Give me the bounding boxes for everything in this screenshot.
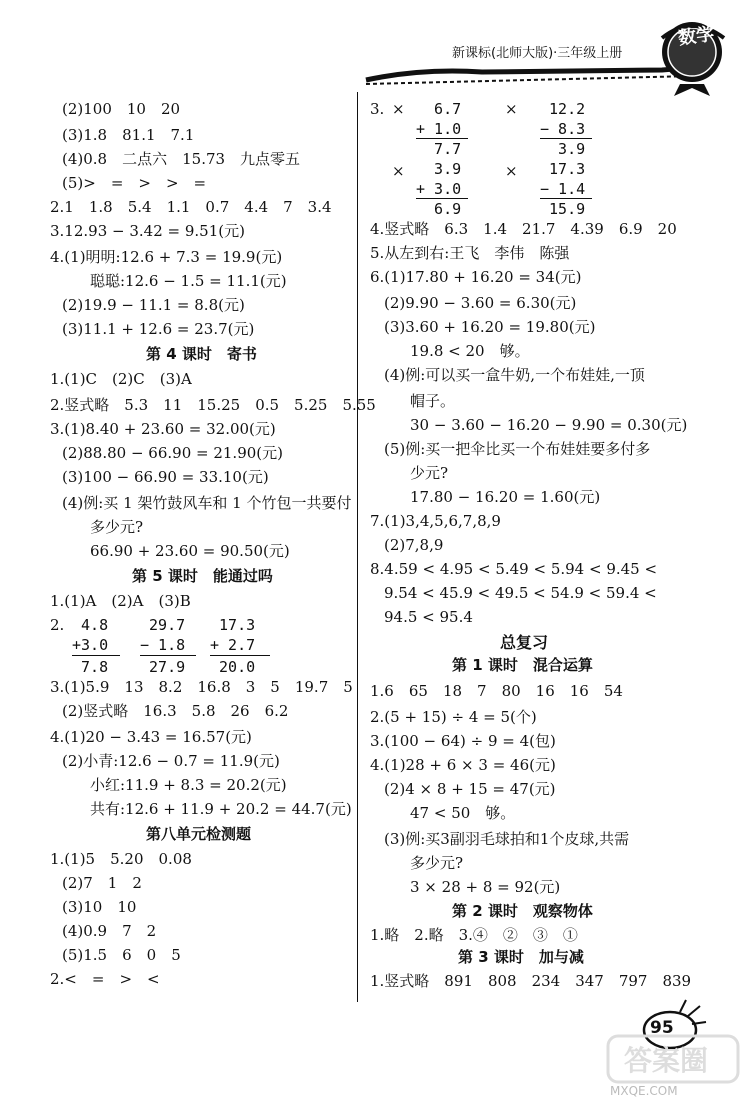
sum-rule: [210, 655, 270, 656]
answer-line: (2)4 × 8 + 15 = 47(元): [384, 780, 556, 798]
vertical-sum-line: 29.7: [140, 616, 186, 634]
vertical-sum-line: + 3.0: [416, 180, 462, 198]
answer-line: 66.90 + 23.60 = 90.50(元): [90, 542, 290, 560]
answer-line: 4.(1)20 − 3.43 = 16.57(元): [50, 728, 252, 746]
answer-line: 19.8 < 20 够。: [410, 342, 530, 360]
subject-badge: 数学: [676, 23, 716, 50]
answer-line: 1.(1)C (2)C (3)A: [50, 370, 192, 388]
answer-line: 小红:11.9 + 8.3 = 20.2(元): [90, 776, 287, 794]
sum-rule: [416, 198, 468, 199]
answer-line: 2.(5 + 15) ÷ 4 = 5(个): [370, 708, 537, 726]
answer-line: (2)19.9 − 11.1 = 8.8(元): [62, 296, 245, 314]
answer-line: 少元?: [410, 464, 449, 482]
answer-line: 3.(1)8.40 + 23.60 = 32.00(元): [50, 420, 276, 438]
answer-line: 3 × 28 + 8 = 92(元): [410, 878, 561, 896]
check-mark-cross: ×: [505, 100, 518, 118]
answer-line: (3)1.8 81.1 7.1: [62, 126, 195, 144]
section-heading: 第 2 课时 观察物体: [452, 902, 593, 920]
answer-line: 30 − 3.60 − 16.20 − 9.90 = 0.30(元): [410, 416, 688, 434]
answer-line: 多少元?: [90, 518, 144, 536]
answer-line: 17.80 − 16.20 = 1.60(元): [410, 488, 601, 506]
vertical-sum-line: 27.9: [140, 658, 186, 676]
section-heading: 总复习: [500, 633, 549, 652]
check-mark-cross: ×: [392, 162, 405, 180]
section-heading: 第 4 课时 寄书: [146, 345, 257, 363]
vertical-sum-line: 3.9: [416, 160, 462, 178]
answer-line: 4.(1)明明:12.6 + 7.3 = 19.9(元): [50, 248, 283, 266]
answer-line: 3.(1)5.9 13 8.2 16.8 3 5 19.7 5: [50, 678, 353, 696]
vertical-sum-line: − 1.8: [140, 636, 186, 654]
answer-line: 8.4.59 < 4.95 < 5.49 < 5.94 < 9.45 <: [370, 560, 658, 578]
section-heading: 第 3 课时 加与减: [458, 948, 584, 966]
vertical-sum-line: + 1.0: [416, 120, 462, 138]
answer-line: (2)9.90 − 3.60 = 6.30(元): [384, 294, 577, 312]
answer-line: 1.6 65 18 7 80 16 16 54: [370, 682, 623, 700]
vertical-sum-line: +3.0: [72, 636, 109, 654]
vertical-sum-line: 12.2: [540, 100, 586, 118]
answer-line: 3.12.93 − 3.42 = 9.51(元): [50, 222, 245, 240]
answer-line: 5.从左到右:王飞 李伟 陈强: [370, 244, 570, 262]
check-mark-cross: ×: [392, 100, 405, 118]
answer-line: 1.(1)A (2)A (3)B: [50, 592, 191, 610]
answer-line: 1.略 2.略 3.④ ② ③ ①: [370, 926, 578, 944]
answer-line: (3)3.60 + 16.20 = 19.80(元): [384, 318, 596, 336]
answer-line: 47 < 50 够。: [410, 804, 516, 822]
answer-line: 共有:12.6 + 11.9 + 20.2 = 44.7(元): [90, 800, 352, 818]
answer-line: (5)1.5 6 0 5: [62, 946, 181, 964]
vertical-sum-line: 17.3: [540, 160, 586, 178]
answer-line: (2)竖式略 16.3 5.8 26 6.2: [62, 702, 289, 720]
answer-line: (2)7,8,9: [384, 536, 444, 554]
answer-line: 帽子。: [410, 392, 456, 410]
answer-line: (4)例:可以买一盒牛奶,一个布娃娃,一顶: [384, 366, 645, 384]
answer-line: 4.(1)28 + 6 × 3 = 46(元): [370, 756, 556, 774]
vertical-sum-line: 6.7: [416, 100, 462, 118]
sum-rule: [140, 655, 196, 656]
answer-line: 多少元?: [410, 854, 464, 872]
answer-line: (2)7 1 2: [62, 874, 142, 892]
answer-line: 6.(1)17.80 + 16.20 = 34(元): [370, 268, 582, 286]
watermark-url: MXQE.COM: [610, 1084, 678, 1098]
vertical-sum-line: 6.9: [416, 200, 462, 218]
answer-line: 4.竖式略 6.3 1.4 21.7 4.39 6.9 20: [370, 220, 677, 238]
vertical-sum-line: − 1.4: [540, 180, 586, 198]
sum-rule: [72, 655, 120, 656]
answer-line: 2.竖式略 5.3 11 15.25 0.5 5.25 5.55: [50, 396, 376, 414]
answer-line: 聪聪:12.6 − 1.5 = 11.1(元): [90, 272, 287, 290]
answer-line: (4)例:买 1 架竹鼓风车和 1 个竹包一共要付: [62, 494, 352, 512]
answer-number: 2.: [50, 616, 65, 634]
sum-rule: [416, 138, 468, 139]
vertical-sum-line: + 2.7: [210, 636, 256, 654]
answer-line: 1.(1)5 5.20 0.08: [50, 850, 192, 868]
check-mark-cross: ×: [505, 162, 518, 180]
answer-line: 2.1 1.8 5.4 1.1 0.7 4.4 7 3.4: [50, 198, 332, 216]
vertical-sum-line: 4.8: [72, 616, 109, 634]
answer-line: (4)0.8 二点六 15.73 九点零五: [62, 150, 301, 168]
answer-line: (3)例:买3副羽毛球拍和1个皮球,共需: [384, 830, 630, 848]
vertical-sum-line: 3.9: [540, 140, 586, 158]
page-number: 95: [650, 1018, 674, 1038]
answer-line: 2.< = > <: [50, 970, 160, 988]
vertical-sum-line: 7.8: [72, 658, 109, 676]
vertical-sum-line: − 8.3: [540, 120, 586, 138]
answer-line: (2)小青:12.6 − 0.7 = 11.9(元): [62, 752, 280, 770]
answer-line: (2)88.80 − 66.90 = 21.90(元): [62, 444, 283, 462]
answer-number: 3.: [370, 100, 385, 118]
section-heading: 第 1 课时 混合运算: [452, 656, 593, 674]
vertical-sum-line: 15.9: [540, 200, 586, 218]
answer-line: (5)> = > > =: [62, 174, 207, 192]
vertical-sum-line: 7.7: [416, 140, 462, 158]
vertical-sum-line: 20.0: [210, 658, 256, 676]
answer-line: (4)0.9 7 2: [62, 922, 157, 940]
sum-rule: [540, 138, 592, 139]
section-heading: 第八单元检测题: [146, 825, 252, 843]
answer-line: 94.5 < 95.4: [384, 608, 473, 626]
answer-line: 1.竖式略 891 808 234 347 797 839: [370, 972, 692, 990]
answer-line: 3.(100 − 64) ÷ 9 = 4(包): [370, 732, 556, 750]
section-heading: 第 5 课时 能通过吗: [132, 567, 273, 585]
answer-line: (3)10 10: [62, 898, 137, 916]
header-series: 新课标(北师大版)·三年级上册: [452, 46, 623, 61]
answer-line: (5)例:买一把伞比买一个布娃娃要多付多: [384, 440, 651, 458]
svg-text:答案圈: 答案圈: [624, 1044, 709, 1077]
vertical-sum-line: 17.3: [210, 616, 256, 634]
column-divider: [357, 92, 358, 1002]
answer-line: 9.54 < 45.9 < 49.5 < 54.9 < 59.4 <: [384, 584, 657, 602]
answer-line: (2)100 10 20: [62, 100, 181, 118]
answer-line: (3)11.1 + 12.6 = 23.7(元): [62, 320, 255, 338]
sum-rule: [540, 198, 592, 199]
answer-line: 7.(1)3,4,5,6,7,8,9: [370, 512, 501, 530]
answer-line: (3)100 − 66.90 = 33.10(元): [62, 468, 269, 486]
